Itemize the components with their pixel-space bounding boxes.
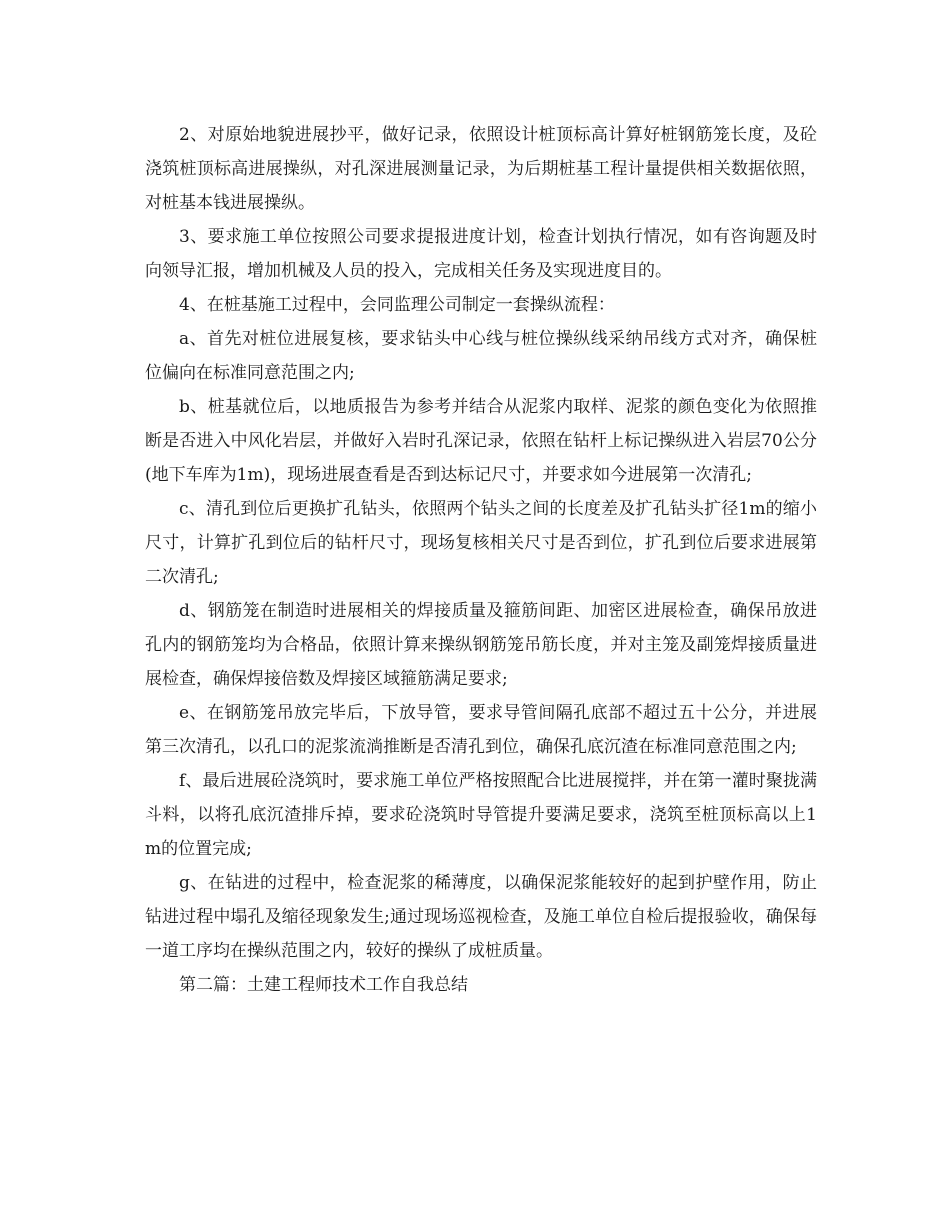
paragraph-step-f: f、最后进展砼浇筑时，要求施工单位严格按照配合比进展搅拌，并在第一灌时聚拢满斗料，以将孔底沉渣排斥掉，要求砼浇筑时导管提升要满足要求，浇筑至桩顶标高以上1m的位置完成; (145, 771, 817, 859)
paragraph-step-e: e、在钢筋笼吊放完毕后，下放导管，要求导管间隔孔底部不超过五十公分，并进展第三次清孔，以孔口的泥浆流淌推断是否清孔到位，确保孔底沉渣在标准同意范围之内; (145, 703, 817, 757)
paragraph-control-process-intro: 4、在桩基施工过程中，会同监理公司制定一套操纵流程： (179, 295, 615, 315)
paragraph-step-c: c、清孔到位后更换扩孔钻头，依照两个钻头之间的长度差及扩孔钻头扩径1m的缩小尺寸，计算扩孔到位后的钻杆尺寸，现场复核相关尺寸是否到位，扩孔到位后要求进展第二次清孔; (145, 499, 817, 587)
paragraph-step-g: g、在钻进的过程中，检查泥浆的稀薄度，以确保泥浆能较好的起到护壁作用，防止钻进过程中塌孔及缩径现象发生;通过现场巡视检查，及施工单位自检后提报验收，确保每一道工序均在操纵范围之内，较好的操纵了成桩质量。 (145, 873, 817, 961)
section-heading-second-article: 第二篇：土建工程师技术工作自我总结 (179, 975, 468, 995)
document-body (145, 118, 817, 1002)
paragraph-step-d: d、钢筋笼在制造时进展相关的焊接质量及箍筋间距、加密区进展检查，确保吊放进孔内的钢筋笼均为合格品，依照计算来操纵钢筋笼吊筋长度，并对主笼及副笼焊接质量进展检查，确保焊接倍数及焊接区域箍筋满足要求; (145, 601, 817, 689)
paragraph-survey-leveling: 2、对原始地貌进展抄平，做好记录，依照设计桩顶标高计算好桩钢筋笼长度，及砼浇筑桩顶标高进展操纵，对孔深进展测量记录，为后期桩基工程计量提供相关数据依照，对桩基本钱进展操纵。 (145, 125, 817, 213)
paragraph-step-b: b、桩基就位后，以地质报告为参考并结合从泥浆内取样、泥浆的颜色变化为依照推断是否进入中风化岩层，并做好入岩时孔深记录，依照在钻杆上标记操纵进入岩层70公分(地下车库为1m)，现场进展查看是否到达标记尺寸，并要求如今进展第一次清孔; (145, 397, 817, 485)
paragraph-progress-plan: 3、要求施工单位按照公司要求提报进度计划，检查计划执行情况，如有咨询题及时向领导汇报，增加机械及人员的投入，完成相关任务及实现进度目的。 (145, 227, 817, 281)
paragraph-step-a: a、首先对桩位进展复核，要求钻头中心线与桩位操纵线采纳吊线方式对齐，确保桩位偏向在标准同意范围之内; (145, 329, 817, 383)
